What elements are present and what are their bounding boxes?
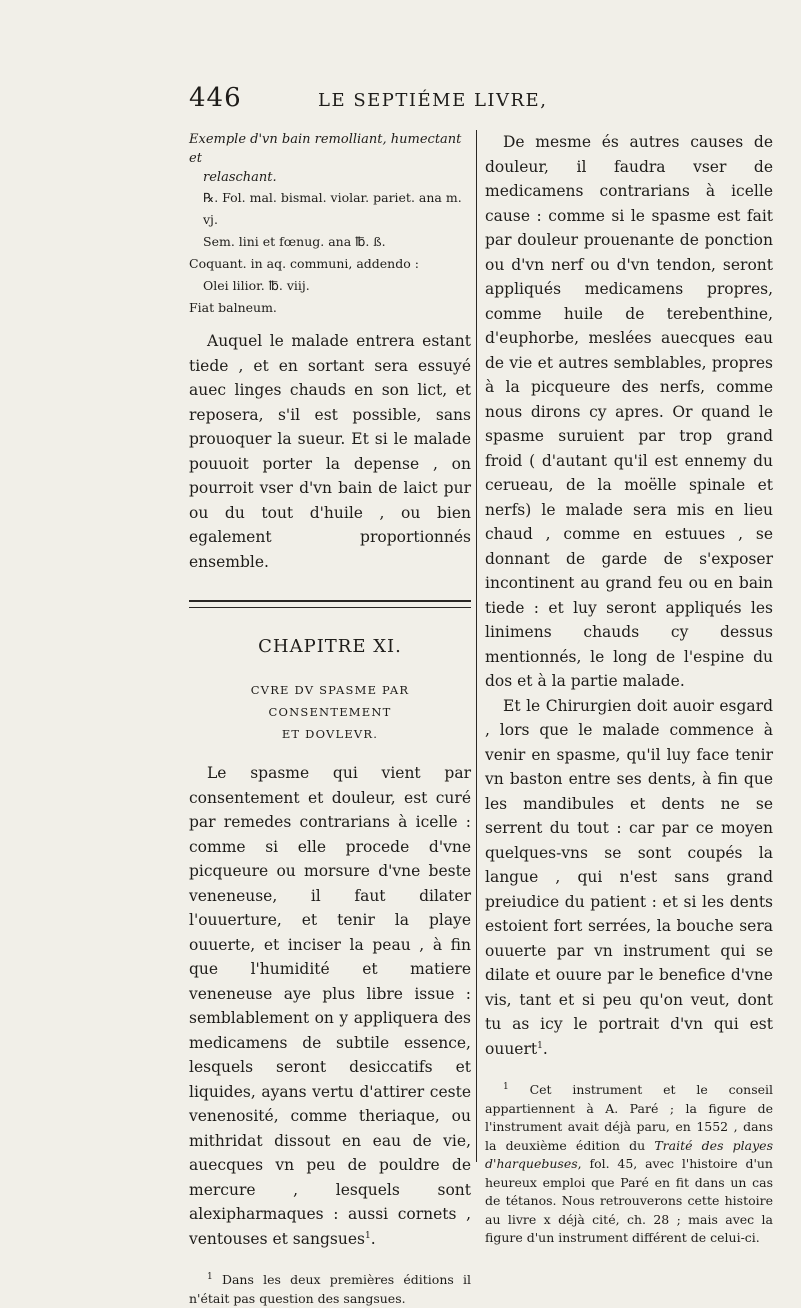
recipe-title — [189, 130, 471, 187]
right-paragraph-2-text: Et le Chirurgien doit auoir esgard , lors que le malade commence à venir en spasme, qu'il luy face tenir vn baston entre ses dents, à fin que les mandibules et dents ne se serrent du tout : car par ce moyen quelques-vns se sont coupés la langue , qui n'est sans grand preiudice du patient : et si les dents estoient fort serrées, la bouche sera ouuerte par vn instrument qui se dilate et ouure par le benefice d'vne vis, tant et si peu qu'on veut, dont tu as icy le portrait d'vn qui est ouuert — [485, 696, 773, 1058]
left-column — [189, 130, 471, 1308]
right-footnote-text-a: Cet instrument et le conseil appartiennent à A. Paré ; la figure de l'instrument avait déjà paru, en 1552 , dans la deuxième édition du — [485, 1082, 773, 1153]
recipe-title-line-1: Exemple d'vn bain remolliant, humectant et — [189, 132, 462, 166]
recipe-line: ℞. Fol. mal. bismal. violar. pariet. ana m. vj. — [203, 190, 462, 227]
recipe-line: Coquant. in aq. communi, addendo : — [189, 256, 419, 271]
right-footnote-book-title: Traité des playes d'harquebuses — [485, 1137, 773, 1171]
recipe-line: Fiat balneum. — [189, 300, 277, 315]
left-paragraph-2: Le spasme qui vient par consentement et douleur, est curé par remedes contrarians à icelle : comme si elle procede d'vne picqueure ou morsure d'vne beste veneneuse, il faut dilater l'ouuerture, et tenir la playe ouuerte, et inciser la peau , à fin que l'humidité et matiere veneneuse aye plus libre issue : semblablement on y appliquera des medicamens de subtile essence, lesquels seront desiccatifs et liquides, ayans vertu d'attirer ceste venenosité, comme theriaque, ou mithridat dissout en eau de vie, auecques vn peu de pouldre de mercure , lesquels sont alexipharmaques : aussi cornets , ventouses et sangsues$^1$. — [189, 764, 471, 1248]
running-head: LE SEPTIÉME LIVRE, — [318, 90, 548, 111]
chapter-subtitle — [189, 679, 471, 745]
footnote-mark: 1 — [503, 1081, 509, 1092]
page-number: 446 — [189, 83, 242, 113]
chapter-title: CHAPITRE XI. — [258, 636, 402, 657]
chapter-divider-rule — [189, 600, 471, 608]
chapter-subtitle-line-2: ET DOVLEVR. — [281, 727, 379, 741]
column-divider — [476, 130, 477, 1162]
left-paragraph-2-text: Le spasme qui vient par consentement et douleur, est curé par remedes contrarians à icelle : comme si elle procede d'vne picqueure ou morsure d'vne beste veneneuse, il faut dilater l'ouuerture, et tenir la playe ouuerte, et inciser la peau , à fin que l'humidité et matiere veneneuse aye plus libre issue : semblablement on y appliquera des medicamens de subtile essence, lesquels seront desiccatifs et liquides, ayans vertu d'attirer ceste venenosité, comme theriaque, ou mithridat dissout en eau de vie, auecques vn peu de pouldre de mercure , lesquels sont alexipharmaques : aussi cornets , ventouses et sangsues — [189, 764, 471, 1248]
left-paragraph-1: Auquel le malade entrera estant tiede , et en sortant sera essuyé auec linges chauds en son lict, et reposera, s'il est possible, sans prouoquer la sueur. Et si le malade pouuoit porter la depense , on pourroit vser d'vn bain de laict pur ou du tout d'huile , ou bien egalement proportionnés ensemble. — [189, 332, 471, 571]
right-paragraph-2: Et le Chirurgien doit auoir esgard , lors que le malade commence à venir en spasme, qu'il luy face tenir vn baston entre ses dents, à fin que les mandibules et dents ne se serrent du tout : car par ce moyen quelques-vns se sont coupés la langue , qui n'est sans grand preiudice du patient : et si les dents estoient fort serrées, la bouche sera ouuerte par vn instrument qui se dilate et ouure par le benefice d'vne vis, tant et si peu qu'on veut, dont tu as icy le portrait d'vn qui est ouuert$^1$. — [485, 696, 773, 1058]
chapter-subtitle-line-1: CVRE DV SPASME PAR CONSENTEMENT — [250, 683, 410, 719]
footnote-mark: 1 — [207, 1271, 213, 1282]
footnote-reference: 1 — [364, 1230, 371, 1241]
recipe-line: Olei lilior. ℔. viij. — [203, 278, 310, 293]
footnote-reference: 1 — [537, 1040, 543, 1051]
left-footnote-text: Dans les deux premières éditions il n'était pas question des sangsues. — [189, 1272, 471, 1306]
left-footnote — [189, 1271, 471, 1308]
right-footnote-text-b: , fol. 45, avec l'histoire d'un heureux emploi que Paré en fit dans un cas de tétanos. Nous retrouverons cette histoire au livre x déjà cité, ch. 28 ; mais avec la figure d'un instrument différent de celui-ci. — [485, 1156, 773, 1245]
right-footnote — [485, 1081, 773, 1248]
right-column — [485, 130, 773, 1248]
recipe-title-line-2: relaschant. — [203, 170, 277, 185]
right-paragraph-1: De mesme és autres causes de douleur, il faudra vser de medicamens contrarians à icelle cause : comme si le spasme est fait par douleur prouenante de ponction ou d'vn nerf ou d'vn tendon, seront appliqués medicamens propres, comme huile de terebenthine, d'euphorbe, meslées auecques eau de vie et autres semblables, propres à la picqueure des nerfs, comme nous dirons cy apres. Or quand le spasme suruient par trop grand froid ( d'autant qu'il est ennemy du cerueau, de la moëlle spinale et nerfs) le malade sera mis en lieu chaud , comme en estuues , se donnant de garde de s'exposer incontinent au grand feu ou en bain tiede : et luy seront appliqués les linimens chauds cy dessus mentionnés, le long de l'espine du dos et à la partie malade. — [485, 133, 773, 690]
recipe-line: Sem. lini et fœnug. ana ℔. ß. — [203, 234, 386, 249]
